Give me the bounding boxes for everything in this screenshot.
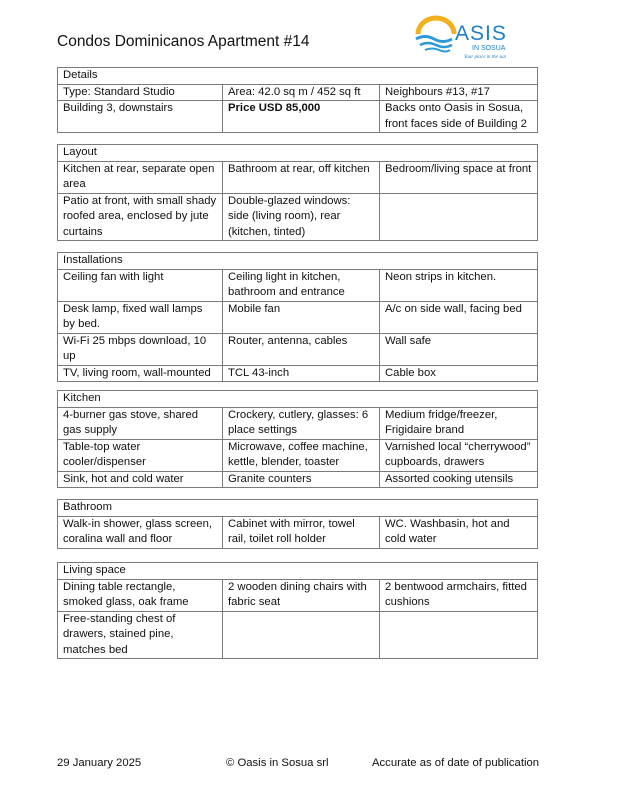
table-row: [58, 365, 538, 382]
layout-heading: Layout: [58, 145, 538, 162]
table-cell: Neighbours #13, #17: [380, 84, 538, 101]
installations-heading: Installations: [58, 253, 538, 270]
accuracy-note: Accurate as of date of publication: [372, 757, 540, 769]
table-cell: Wi-Fi 25 mbps download, 10 up: [58, 333, 223, 365]
table-cell: Cabinet with mirror, towel rail, toilet roll holder: [223, 516, 380, 548]
table-row: [58, 193, 538, 241]
table-cell: Patio at front, with small shady roofed area, enclosed by jute curtains: [58, 193, 223, 241]
table-cell: 2 bentwood armchairs, fitted cushions: [380, 579, 538, 611]
svg-text:Your place in the sun: Your place in the sun: [464, 55, 507, 60]
table-cell: Wall safe: [380, 333, 538, 365]
table-cell: Granite counters: [223, 471, 380, 488]
table-cell: Bathroom at rear, off kitchen: [223, 161, 380, 193]
table-cell: Desk lamp, fixed wall lamps by bed.: [58, 301, 223, 333]
table-cell: TCL 43-inch: [223, 365, 380, 382]
copyright-notice: © Oasis in Sosua srl: [226, 757, 329, 769]
table-row: [58, 269, 538, 301]
table-cell: Assorted cooking utensils: [380, 471, 538, 488]
table-cell: Router, antenna, cables: [223, 333, 380, 365]
table-cell: A/c on side wall, facing bed: [380, 301, 538, 333]
layout-table: [57, 144, 538, 241]
page-title: Condos Dominicanos Apartment #14: [57, 33, 310, 50]
table-cell: Medium fridge/freezer, Frigidaire brand: [380, 407, 538, 439]
table-cell: Price USD 85,000: [223, 101, 380, 133]
table-cell: Free-standing chest of drawers, stained pine, matches bed: [58, 611, 223, 659]
bathroom-heading: Bathroom: [58, 500, 538, 517]
table-cell: Type: Standard Studio: [58, 84, 223, 101]
table-cell: [380, 193, 538, 241]
table-cell: Bedroom/living space at front: [380, 161, 538, 193]
kitchen-table: [57, 390, 538, 488]
table-row: [58, 101, 538, 133]
table-row: [58, 333, 538, 365]
table-cell: Double-glazed windows: side (living room), rear (kitchen, tinted): [223, 193, 380, 241]
table-cell: Dining table rectangle, smoked glass, oak frame: [58, 579, 223, 611]
table-cell: Microwave, coffee machine, kettle, blender, toaster: [223, 439, 380, 471]
table-cell: Building 3, downstairs: [58, 101, 223, 133]
table-cell: Ceiling light in kitchen, bathroom and entrance: [223, 269, 380, 301]
table-row: [58, 516, 538, 548]
bathroom-table: [57, 499, 538, 549]
kitchen-heading: Kitchen: [58, 391, 538, 408]
svg-text:IN SOSUA: IN SOSUA: [472, 45, 506, 52]
table-cell: 4-burner gas stove, shared gas supply: [58, 407, 223, 439]
sun-wave-logo-icon: [412, 12, 536, 64]
table-row: [58, 471, 538, 488]
table-row: [58, 161, 538, 193]
table-cell: Mobile fan: [223, 301, 380, 333]
table-cell: WC. Washbasin, hot and cold water: [380, 516, 538, 548]
table-cell: TV, living room, wall-mounted: [58, 365, 223, 382]
table-row: [58, 579, 538, 611]
table-cell: [223, 611, 380, 659]
details-heading: Details: [58, 68, 538, 85]
living-space-heading: Living space: [58, 563, 538, 580]
svg-text:ASIS: ASIS: [455, 22, 507, 45]
table-cell: Ceiling fan with light: [58, 269, 223, 301]
table-row: [58, 301, 538, 333]
table-cell: Varnished local “cherrywood” cupboards, drawers: [380, 439, 538, 471]
table-row: [58, 439, 538, 471]
table-row: [58, 407, 538, 439]
table-cell: Table-top water cooler/dispenser: [58, 439, 223, 471]
table-row: [58, 84, 538, 101]
publication-date: 29 January 2025: [57, 757, 142, 769]
details-table: [57, 67, 538, 133]
table-cell: [380, 611, 538, 659]
table-row: [58, 611, 538, 659]
table-cell: Crockery, cutlery, glasses: 6 place settings: [223, 407, 380, 439]
installations-table: [57, 252, 538, 382]
table-cell: Sink, hot and cold water: [58, 471, 223, 488]
table-cell: Kitchen at rear, separate open area: [58, 161, 223, 193]
table-cell: Cable box: [380, 365, 538, 382]
oasis-in-sosua-logo: [412, 12, 536, 64]
table-cell: Neon strips in kitchen.: [380, 269, 538, 301]
table-cell: Backs onto Oasis in Sosua, front faces side of Building 2: [380, 101, 538, 133]
table-cell: Area: 42.0 sq m / 452 sq ft: [223, 84, 380, 101]
table-cell: Walk-in shower, glass screen, coralina wall and floor: [58, 516, 223, 548]
table-cell: 2 wooden dining chairs with fabric seat: [223, 579, 380, 611]
living-space-table: [57, 562, 538, 659]
